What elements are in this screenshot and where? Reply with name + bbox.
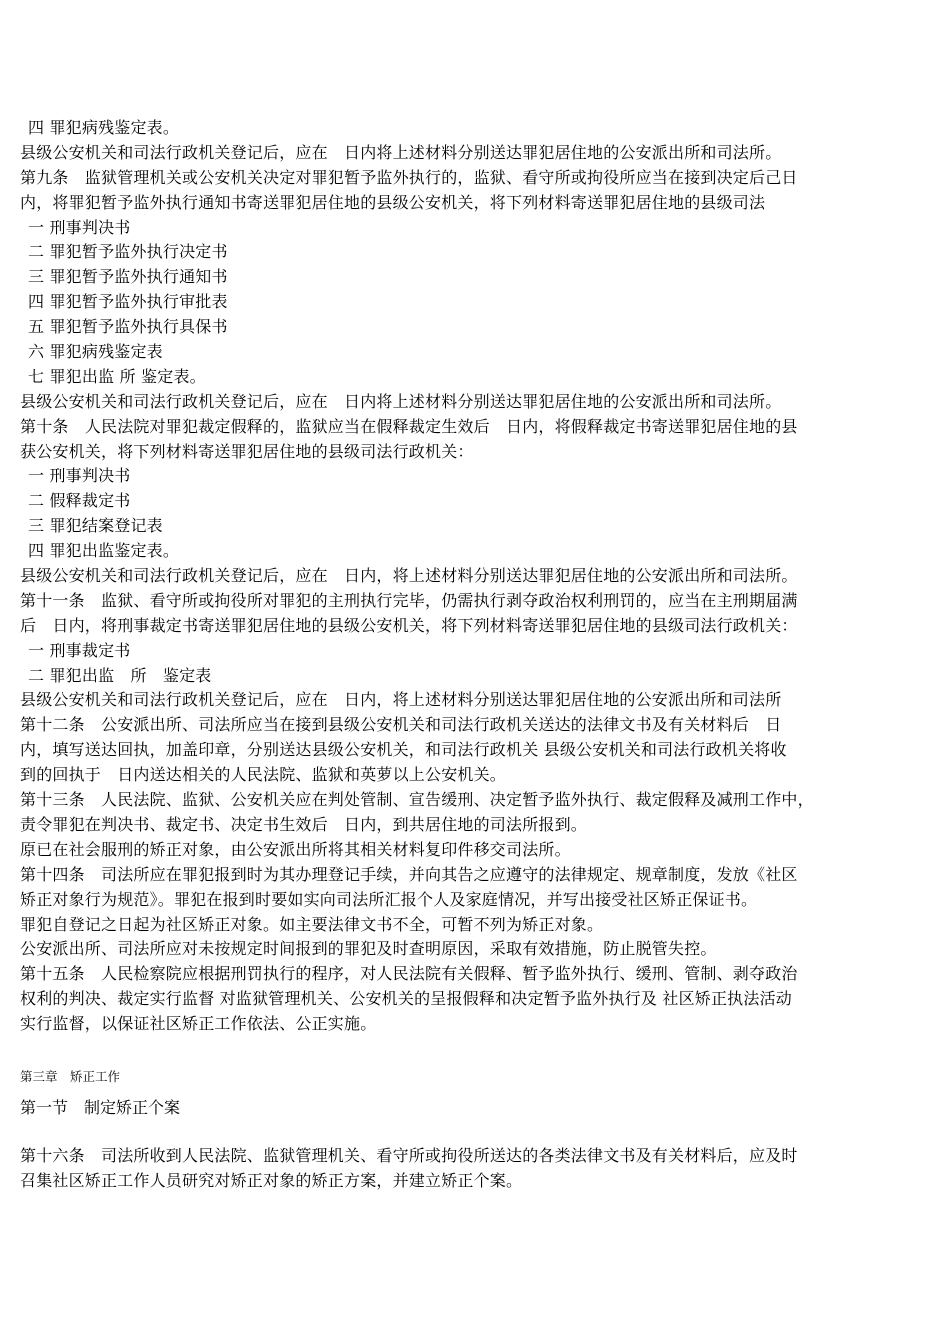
list-item: 六 罪犯病残鉴定表: [28, 342, 163, 362]
list-item: 二 罪犯出监 所 鉴定表: [28, 665, 212, 685]
article-12-line: 第十二条 公安派出所、司法所应当在接到县级公安机关和司法行政机关送达的法律文书及有关材料后 日: [20, 715, 782, 735]
paragraph-line: 获公安机关，将下列材料寄送罪犯居住地的县级司法行政机关：: [20, 441, 474, 461]
list-item: 三 罪犯暂予监外执行通知书: [28, 267, 228, 287]
list-item: 四 罪犯病残鉴定表。: [28, 118, 180, 137]
paragraph-line: 县级公安机关和司法行政机关登记后，应在 日内，将上述材料分别送达罪犯居住地的公安派出所和司法所: [20, 690, 782, 710]
paragraph-line: 权利的判决、裁定实行监督 对监狱管理机关、公安机关的呈报假释和决定暂予监外执行及 社区矫正执法活动: [20, 989, 792, 1009]
paragraph-line: 实行监督，以保证社区矫正工作依法、公正实施。: [20, 1014, 377, 1034]
list-item: 一 刑事裁定书: [28, 640, 131, 660]
list-item: 二 假释裁定书: [28, 491, 131, 511]
article-9-line: 第九条 监狱管理机关或公安机关决定对罪犯暂予监外执行的，监狱、看守所或拘役所应当在接到决定后己日: [20, 167, 798, 187]
list-item: 四 罪犯暂予监外执行审批表: [28, 292, 228, 312]
list-item: 一 刑事判决书: [28, 466, 131, 486]
document-page: [20, 116, 934, 1194]
article-11-line: 第十一条 监狱、看守所或拘役所对罪犯的主刑执行完毕，仍需执行剥夺政治权利刑罚的，应当在主刑期届满: [20, 590, 798, 610]
paragraph-line: 后 日内，将刑事裁定书寄送罪犯居住地的县级公安机关，将下列材料寄送罪犯居住地的县级司法行政机关：: [20, 615, 798, 635]
paragraph-line: 到的回执于 日内送达相关的人民法院、监狱和英萝以上公安机关。: [20, 765, 507, 785]
spacer: [20, 1037, 934, 1062]
article-13-line: 第十三条 人民法院、监狱、公安机关应在判处管制、宣告缓刑、决定暂予监外执行、裁定假释及减刑工作中，: [20, 790, 814, 810]
chapter-title: 第三章 矫正工作: [20, 1068, 121, 1084]
article-10-line: 第十条 人民法院对罪犯裁定假释的，监狱应当在假释裁定生效后 日内，将假释裁定书寄送罪犯居住地的县: [20, 416, 798, 436]
list-item: 四 罪犯出监鉴定表。: [28, 541, 180, 561]
article-14-line: 第十四条 司法所应在罪犯报到时为其办理登记手续，并向其告之应遵守的法律规定、规章制度，发放《社区: [20, 864, 798, 884]
paragraph-line: 矫正对象行为规范》。罪犯在报到时要如实向司法所汇报个人及家庭情况，并写出接受社区矫正保证书。: [20, 889, 758, 909]
section-title: 第一节 制定矫正个案: [20, 1097, 181, 1117]
paragraph-line: 县级公安机关和司法行政机关登记后，应在 日内将上述材料分别送达罪犯居住地的公安派出所和司法所。: [20, 391, 782, 411]
paragraph-line: 县级公安机关和司法行政机关登记后，应在 日内，将上述材料分别送达罪犯居住地的公安派出所和司法所。: [20, 566, 798, 586]
paragraph-line: 责令罪犯在判决书、裁定书、决定书生效后 日内，到共居住地的司法所报到。: [20, 814, 588, 834]
paragraph-line: 内，填写送达回执，加盖印章，分别送达县级公安机关，和司法行政机关 县级公安机关和司法行政机关将收: [20, 740, 787, 760]
list-item: 二 罪犯暂予监外执行决定书: [28, 242, 228, 262]
paragraph-line: 召集社区矫正工作人员研究对矫正对象的矫正方案，并建立矫正个案。: [20, 1170, 523, 1190]
list-item: 一 刑事判决书: [28, 217, 131, 237]
paragraph-line: 内，将罪犯暂予监外执行通知书寄送罪犯居住地的县级公安机关，将下列材料寄送罪犯居住地的县级司法: [20, 192, 766, 212]
list-item: 七 罪犯出监 所 鉴定表。: [28, 366, 206, 386]
article-16-line: 第十六条 司法所收到人民法院、监狱管理机关、看守所或拘役所送达的各类法律文书及有关材料后，应及时: [20, 1145, 798, 1165]
list-item: 三 罪犯结案登记表: [28, 516, 163, 536]
paragraph-line: 县级公安机关和司法行政机关登记后，应在 日内将上述材料分别送达罪犯居住地的公安派出所和司法所。: [20, 142, 782, 162]
list-item: 五 罪犯暂予监外执行具保书: [28, 317, 228, 337]
paragraph-line: 公安派出所、司法所应对未按规定时间报到的罪犯及时查明原因，采取有效措施，防止脱管失控。: [20, 939, 717, 959]
article-15-line: 第十五条 人民检察院应根据刑罚执行的程序，对人民法院有关假释、暂予监外执行、缓刑、管制、剥夺政治: [20, 964, 798, 984]
paragraph-line: 罪犯自登记之日起为社区矫正对象。如主要法律文书不全，可暂不列为矫正对象。: [20, 914, 604, 934]
paragraph-line: 原已在社会服刑的矫正对象，由公安派出所将其相关材料复印件移交司法所。: [20, 839, 571, 859]
